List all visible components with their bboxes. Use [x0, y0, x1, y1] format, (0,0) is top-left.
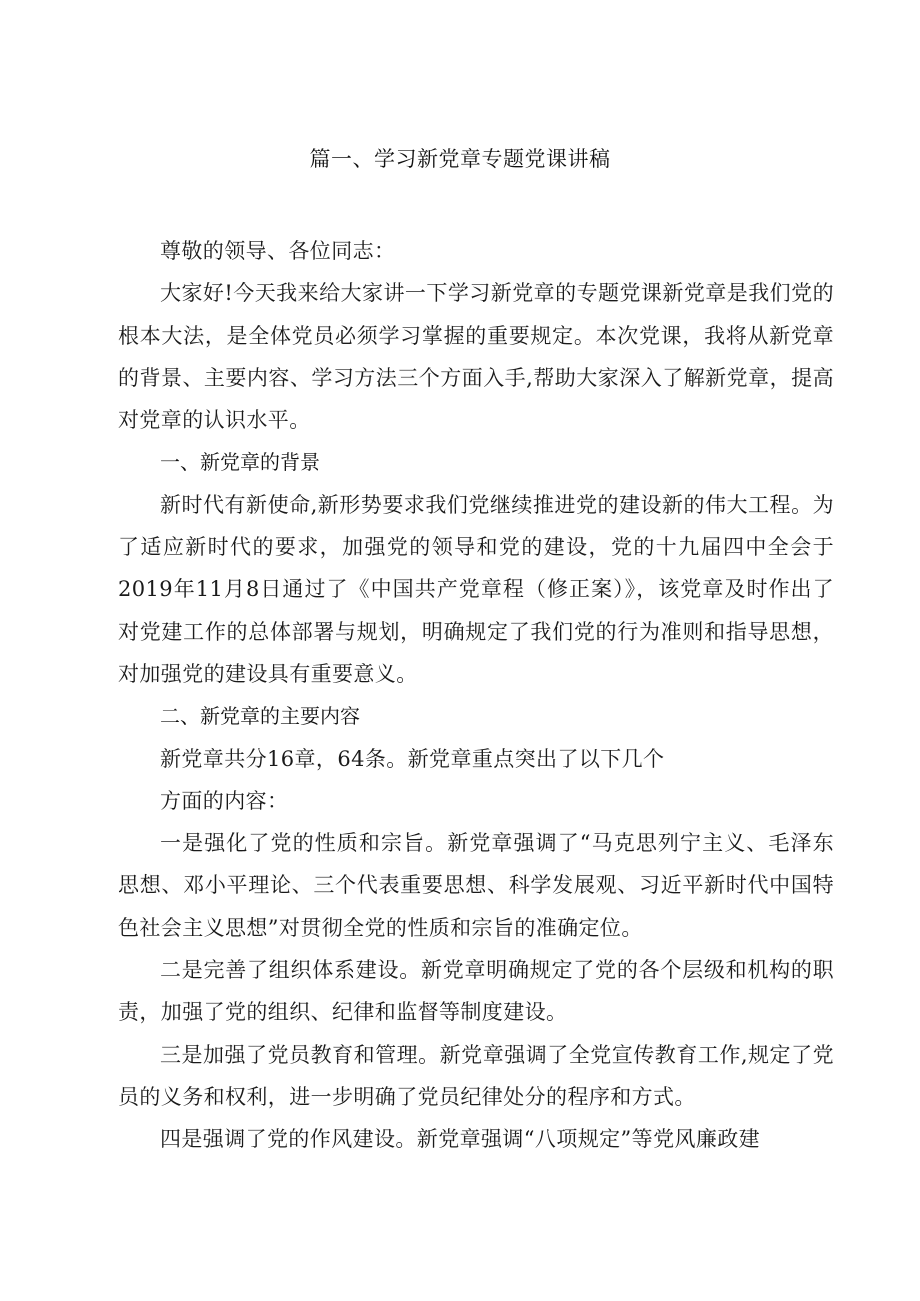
point-2-paragraph: 二是完善了组织体系建设。新党章明确规定了党的各个层级和机构的职责，加强了党的组织、纪律和监督等制度建设。: [118, 958, 834, 1025]
greeting-paragraph: 尊敬的领导、各位同志：: [160, 239, 396, 263]
section-2-line-1: 新党章共分16章，64条。新党章重点突出了以下几个: [160, 746, 665, 771]
point-3-paragraph: 三是加强了党员教育和管理。新党章强调了全党宣传教育工作,规定了党员的义务和权利，进一步明确了党员纪律处分的程序和方式。: [118, 1042, 834, 1109]
section-2-heading: 二、新党章的主要内容: [160, 704, 360, 729]
point-4-paragraph: 四是强调了党的作风建设。新党章强调“八项规定”等党风廉政建: [160, 1127, 761, 1152]
section-1-paragraph: 新时代有新使命,新形势要求我们党继续推进党的建设新的伟大工程。为了适应新时代的要求，加强党的领导和党的建设，党的十九届四中全会于2019年11月8日通过了《中国共产党章程（修正案）》，该党章及时作出了对党建工作的总体部署与规划，明确规定了我们党的行为准则和指导思想，对加强党的建设具有重要意义。: [118, 492, 834, 686]
document-body: [118, 230, 834, 1161]
point-1-paragraph: 一是强化了党的性质和宗旨。新党章强调了“马克思列宁主义、毛泽东思想、邓小平理论、三个代表重要思想、科学发展观、习近平新时代中国特色社会主义思想”对贯彻全党的性质和宗旨的准确定位。: [118, 831, 834, 940]
document-title: 篇一、学习新党章专题党课讲稿: [309, 147, 611, 171]
intro-paragraph: 大家好!今天我来给大家讲一下学习新党章的专题党课新党章是我们党的根本大法，是全体党员必须学习掌握的重要规定。本次党课，我将从新党章的背景、主要内容、学习方法三个方面入手,帮助大家深入了解新党章，提高对党章的认识水平。: [118, 281, 834, 433]
section-2-line-2: 方面的内容：: [160, 788, 289, 813]
section-1-heading: 一、新党章的背景: [160, 450, 320, 475]
